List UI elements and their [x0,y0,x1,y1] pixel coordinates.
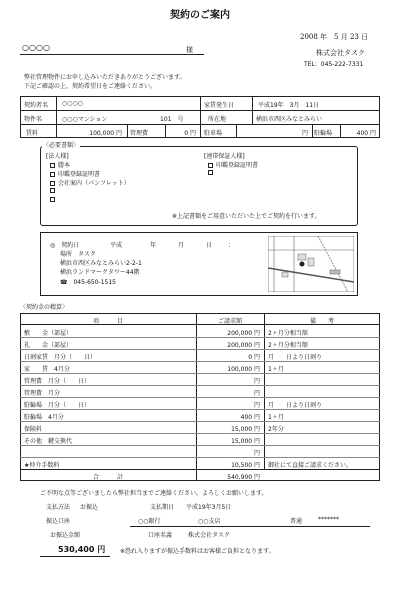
corp-item [50,196,58,203]
fee-amount: 200,000 円 [227,330,260,337]
company-name: 株式会社タスク [316,49,365,57]
holder-value: 株式会社タスク [188,532,231,539]
fee-note: 1ヶ月 [268,414,284,421]
corp-label: [法人様] [46,153,69,160]
fee-amount: 100,000 円 [227,366,260,373]
guarantor-item: 印鑑登録証明書 [208,160,258,169]
rent-label: 賃料 [26,130,39,137]
due-label: 支払期日 [150,504,175,511]
corp-item: 会社案内（パンフレット） [50,178,130,187]
account-underline [130,526,370,527]
fee-amount: 15,000 円 [231,426,260,433]
map-station [330,270,340,274]
map-building [282,272,288,277]
property-label: 物件名 [24,116,43,123]
guarantor-item [208,169,216,176]
checkbox-icon [208,163,213,168]
corp-item: 印鑑登録証明書 [50,169,100,178]
location-marker-icon [300,262,305,267]
row-divider [20,457,380,458]
account-type: 普通 [290,518,303,525]
fee-note: 月 日より日割り [268,354,323,361]
company-tel: TEL：045-222-7331 [304,61,364,68]
parking-label: 駐車場 [204,130,223,137]
fee-amount: 15,000 円 [231,438,260,445]
address-line-1: 横浜市西区みなとみらい2-2-1 [60,260,142,267]
fee-item: 駐輪場 4月分 [24,414,64,421]
mgmt-value: 0 円 [184,130,196,137]
col-divider [236,124,237,138]
amount-label: お振込金額 [50,532,81,539]
bike-value: 400 円 [356,130,376,137]
fee-note: 2ヶ月分相当額 [268,342,308,349]
contract-date-year: 年 [150,242,157,249]
corp-item [50,187,58,194]
office-phone: ☎ 045-650-1515 [60,279,116,286]
row-divider [20,445,380,446]
fee-item: 管理費 月分（ 日） [24,378,91,385]
fees-col-amount: ご請求額 [217,318,242,325]
page-title: 契約のご案内 [170,10,230,21]
fee-amount: 円 [253,450,260,457]
customer-underline [20,54,204,55]
fee-note: 月 日より日割り [268,402,323,409]
checkbox-icon [50,172,55,177]
honorific: 様 [186,46,193,54]
total-label: 合 計 [92,474,123,481]
checkbox-icon [50,197,55,202]
mgmt-label: 管理費 [130,130,149,137]
fee-note: 2ヶ月分相当額 [268,330,308,337]
col-divider [252,96,253,124]
checkbox-icon [208,170,213,175]
row-divider [20,397,380,398]
fee-note: 2年分 [268,426,284,433]
fee-amount: 円 [253,402,260,409]
corp-item: 謄本 [50,160,70,169]
bike-label: 駐輪場 [314,130,333,137]
fee-item: 保険料 [24,426,43,433]
row-divider [20,433,380,434]
map-building [308,258,314,266]
row-divider [20,373,380,374]
fee-item: ★仲介手数料 [24,462,60,469]
checkbox-icon [50,163,55,168]
contract-date-colon: ： [228,242,235,249]
contract-date-label: ◎ 契約日 [50,242,80,249]
account-label: 振込口座 [46,518,71,525]
fee-item: 敷 金（部屋） [24,330,73,337]
issue-date: 2008 年 5 月 23 日 [300,33,369,41]
documents-note: ※上記書類をご用意いただいた上でご契約を行います。 [172,213,321,220]
amount-underline [40,556,110,557]
holder-label: 口座名義 [148,532,173,539]
row-divider [20,349,380,350]
fee-item: 管理費 月分 [24,390,61,397]
rent-start-value: 平成19年 3月 11日 [258,102,320,109]
access-map [268,236,354,292]
fees-col-note: 備 考 [309,318,334,325]
greeting-line-2: 下記ご確認の上、契約希望日をご連絡ください。 [24,83,157,90]
col-divider [200,96,201,138]
col-divider [340,124,341,138]
fee-note: 御社にて直接ご請求ください。 [268,462,353,469]
contract-date-month: 月 [178,242,185,249]
documents-heading: 〈必要書類〉 [43,142,80,149]
fees-heading: 〈契約金の精算〉 [20,304,69,311]
address-line-2: 横浜ランドマークタワー44階 [60,269,140,276]
fee-amount: 0 円 [248,354,260,361]
rent-value: 100,000 円 [89,130,122,137]
total-value: 540,900 円 [227,474,260,481]
location-label: 所在地 [208,116,227,123]
customer-name: ○○○○ [22,43,50,52]
payment-label: 支払方法 [46,504,71,511]
fee-note: 1ヶ月 [268,366,284,373]
col-divider [127,124,128,138]
fee-item: 家 賃 4月分 [24,366,70,373]
fee-amount: 200,000 円 [227,342,260,349]
contractor-value: ○○○○ [62,100,83,107]
due-value: 平成19年3月5日 [186,504,232,511]
map-building [298,254,306,260]
total-divider [20,469,380,470]
rent-start-label: 家賃発生日 [204,102,235,109]
fee-amount: 10,500 円 [231,462,260,469]
account-number: ******* [318,516,339,523]
location-value: 横浜市西区みなとみらい [256,116,323,123]
branch-name: ○○支店 [198,518,221,525]
parking-value: 円 [301,130,308,137]
fee-item: その他 鍵交換代 [24,438,73,445]
fee-amount: 円 [253,378,260,385]
checkbox-icon [50,188,55,193]
fee-note: ※恐れ入りますが振込手数料はお客様ご負担となります。 [120,548,275,555]
checkbox-icon [50,181,55,186]
fee-amount: 400 円 [240,414,260,421]
contract-date-day: 日 [206,242,213,249]
room-number: 101 号 [160,116,184,123]
fee-item: 駐輪場 月分（ 日） [24,402,91,409]
fee-amount: 円 [253,390,260,397]
col-divider [312,124,313,138]
place-label: 場所 タスク [60,251,97,258]
col-divider [165,124,166,138]
row-divider [20,385,380,386]
property-value: ○○○マンション [62,116,108,123]
fees-col-item: 項 目 [92,318,123,325]
fee-item: 日割家賃 月分（ 日） [24,354,97,361]
row-divider [20,409,380,410]
contract-date-era: 平成 [110,242,123,249]
row-divider [20,421,380,422]
payment-value: お振込 [80,504,99,511]
bank-name: ○○銀行 [138,518,161,525]
row-divider [20,361,380,362]
greeting-line-1: 弊社管理物件にお申し込みいただきありがとうございます。 [24,74,186,81]
transfer-amount: 530,400 円 [58,545,106,554]
row-divider [20,337,380,338]
footer-notice: ご不明な点等ございましたら弊社担当までご連絡ください。よろしくお願いします。 [40,490,268,497]
fee-item: 礼 金（部屋） [24,342,73,349]
guarantor-label: [連帯保証人様] [204,153,245,160]
col-divider [56,96,57,138]
contractor-label: 契約者名 [24,102,49,109]
